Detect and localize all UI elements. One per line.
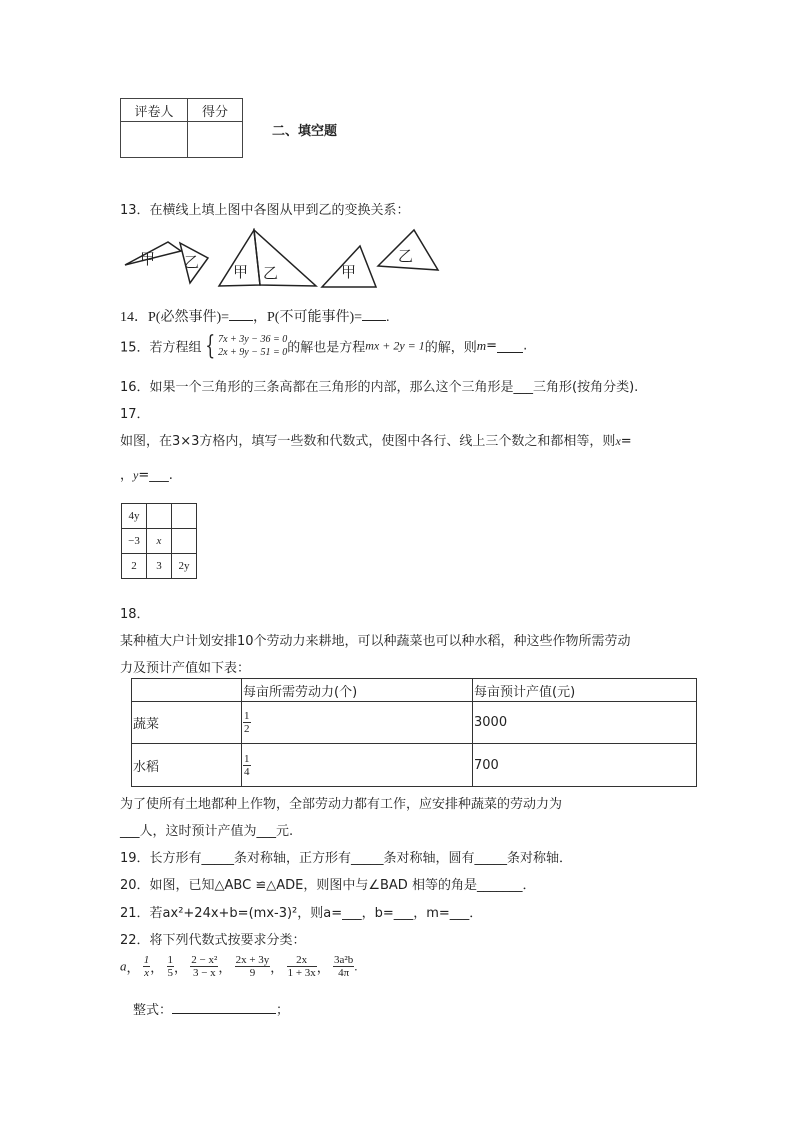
grid-cell bbox=[172, 529, 197, 554]
fraction-6 bbox=[333, 954, 354, 979]
q19-text: 19．长方形有_____条对称轴，正方形有_____条对称轴，圆有_____条对称轴． bbox=[120, 851, 573, 866]
crop-name: 水稻 bbox=[132, 744, 242, 787]
label-jia-1: 甲 bbox=[140, 250, 156, 268]
grid-cell: 2 bbox=[122, 554, 147, 579]
fraction-num: 1 bbox=[244, 710, 250, 722]
expr-a: a bbox=[120, 958, 127, 974]
label-jia-3: 甲 bbox=[341, 263, 357, 281]
table-header: 每亩预计产值(元) bbox=[473, 679, 697, 702]
grid-cell: x bbox=[147, 529, 172, 554]
q14-end: . bbox=[386, 310, 390, 325]
fraction-num: 1 bbox=[143, 954, 150, 966]
q15-line bbox=[120, 333, 527, 359]
q22-expressions bbox=[120, 954, 357, 979]
q15-mid: 的解也是方程 bbox=[287, 340, 366, 356]
fraction-num: 2 − x² bbox=[191, 954, 218, 966]
grader-cell bbox=[121, 122, 188, 158]
score-cell bbox=[188, 122, 243, 158]
q13-figures bbox=[122, 225, 442, 289]
q18-line4: ___人，这时预计产值为___元. bbox=[120, 824, 294, 839]
q17-line2-pre: ， bbox=[120, 468, 134, 483]
q14-part1: 14．P(必然事件)= bbox=[120, 310, 230, 325]
labor-fraction-cell bbox=[242, 702, 473, 744]
fraction-num: 2x + 3y bbox=[235, 954, 270, 966]
score-table bbox=[120, 98, 243, 158]
table-row bbox=[132, 702, 697, 744]
fraction-3 bbox=[190, 954, 218, 979]
q15-suffix: 的解，则 bbox=[424, 340, 477, 356]
q20-text: 20．如图，已知△ABC ≌△ADE，则图中与∠BAD 相等的角是_______． bbox=[120, 878, 536, 893]
label-yi-1: 乙 bbox=[184, 253, 200, 271]
q15-end: . bbox=[523, 338, 528, 354]
q17-line2-post: =___. bbox=[138, 468, 173, 483]
crop-name: 蔬菜 bbox=[132, 702, 242, 744]
q17-eq: = bbox=[620, 434, 632, 449]
q15-blank bbox=[497, 340, 523, 353]
q17-grid bbox=[121, 503, 197, 579]
q17-line1 bbox=[120, 430, 632, 449]
grid-cell: 2y bbox=[172, 554, 197, 579]
fraction bbox=[243, 710, 251, 735]
q18-table bbox=[131, 678, 697, 787]
section-title: 二、填空题 bbox=[272, 124, 338, 139]
fraction-1-over-5 bbox=[167, 954, 175, 979]
fraction-num: 2x bbox=[287, 954, 317, 967]
fraction-den: x bbox=[144, 967, 149, 979]
fraction-num: 3a²b bbox=[334, 954, 354, 966]
fraction-den: 4 bbox=[244, 765, 250, 778]
zhengshi-end: ； bbox=[276, 1003, 290, 1018]
value-cell: 3000 bbox=[473, 702, 697, 744]
q17-number: 17． bbox=[120, 407, 150, 422]
labor-fraction-cell bbox=[242, 744, 473, 787]
q14-line bbox=[120, 306, 390, 326]
zhengshi-blank bbox=[172, 1001, 276, 1014]
fraction-num: 1 bbox=[244, 752, 250, 765]
q17-x: x bbox=[615, 434, 621, 448]
value-cell: 700 bbox=[473, 744, 697, 787]
q14-blank-1 bbox=[229, 308, 253, 321]
table-row bbox=[132, 744, 697, 787]
q17-y: y bbox=[133, 468, 139, 482]
q15-eq2: 2x + 9y − 51 = 0 bbox=[218, 347, 288, 358]
label-yi-3: 乙 bbox=[398, 247, 414, 265]
sep: ， bbox=[150, 960, 164, 975]
sep: ， bbox=[174, 960, 188, 975]
q15-brace: { bbox=[204, 331, 215, 361]
table-header bbox=[132, 679, 242, 702]
q15-eq1: 7x + 3y − 36 = 0 bbox=[218, 334, 288, 345]
q18-line2: 力及预计产值如下表： bbox=[120, 661, 251, 676]
zhengshi-line bbox=[133, 999, 289, 1018]
expr-end: . bbox=[354, 958, 358, 974]
q22-text: 22．将下列代数式按要求分类： bbox=[120, 933, 306, 948]
q15-eq-sign: = bbox=[486, 338, 498, 354]
fraction-den: 4π bbox=[338, 967, 350, 979]
q15-m: m bbox=[476, 338, 487, 353]
table-header: 每亩所需劳动力(个) bbox=[242, 679, 473, 702]
q16-text: 16．如果一个三角形的三条高都在三角形的内部，那么这个三角形是___三角形(按角分类). bbox=[120, 380, 639, 395]
fraction-num: 1 bbox=[167, 954, 174, 966]
grid-cell: 3 bbox=[147, 554, 172, 579]
label-jia-2: 甲 bbox=[233, 263, 249, 281]
fraction-den: 9 bbox=[249, 967, 256, 979]
fraction-5 bbox=[287, 954, 317, 979]
sep: ， bbox=[316, 960, 330, 975]
sep: ， bbox=[270, 960, 284, 975]
q13-text: 13．在横线上填上图中各图从甲到乙的变换关系： bbox=[120, 203, 410, 218]
q18-line3: 为了使所有土地都种上作物，全部劳动力都有工作，应安排种蔬菜的劳动力为 bbox=[120, 797, 563, 812]
grid-cell: 4y bbox=[122, 504, 147, 529]
fraction-den: 3 − x bbox=[192, 967, 216, 979]
grid-cell: −3 bbox=[122, 529, 147, 554]
q21-text: 21．若ax²+24x+b=(mx-3)²，则a=___，b=___，m=___． bbox=[120, 906, 483, 921]
q18-number: 18． bbox=[120, 607, 150, 622]
q14-part2: ，P(不可能事件)= bbox=[253, 310, 363, 325]
fraction-den: 5 bbox=[167, 967, 174, 979]
grid-cell bbox=[147, 504, 172, 529]
q17-line2 bbox=[120, 464, 173, 483]
fraction-4 bbox=[235, 954, 271, 979]
q18-line1: 某种植大户计划安排10个劳动力来耕地，可以种蔬菜也可以种水稻，种这些作物所需劳动 bbox=[120, 634, 631, 649]
score-header: 得分 bbox=[188, 99, 243, 122]
fraction-den: 1 + 3x bbox=[287, 967, 316, 979]
grid-cell bbox=[172, 504, 197, 529]
q15-eq3: mx + 2y = 1 bbox=[365, 338, 425, 353]
q15-system bbox=[218, 333, 287, 359]
q15-prefix: 15．若方程组 bbox=[120, 340, 202, 356]
fraction-den: 2 bbox=[244, 723, 250, 735]
sep: ， bbox=[218, 960, 232, 975]
fraction bbox=[243, 753, 251, 778]
label-yi-2: 乙 bbox=[263, 264, 279, 282]
zhengshi-label: 整式： bbox=[133, 1003, 173, 1018]
grader-header: 评卷人 bbox=[121, 99, 188, 122]
sep: ， bbox=[126, 960, 140, 975]
q17-text: 如图，在3×3方格内，填写一些数和代数式，使图中各行、线上三个数之和都相等，则 bbox=[120, 434, 616, 449]
q14-blank-2 bbox=[362, 308, 386, 321]
